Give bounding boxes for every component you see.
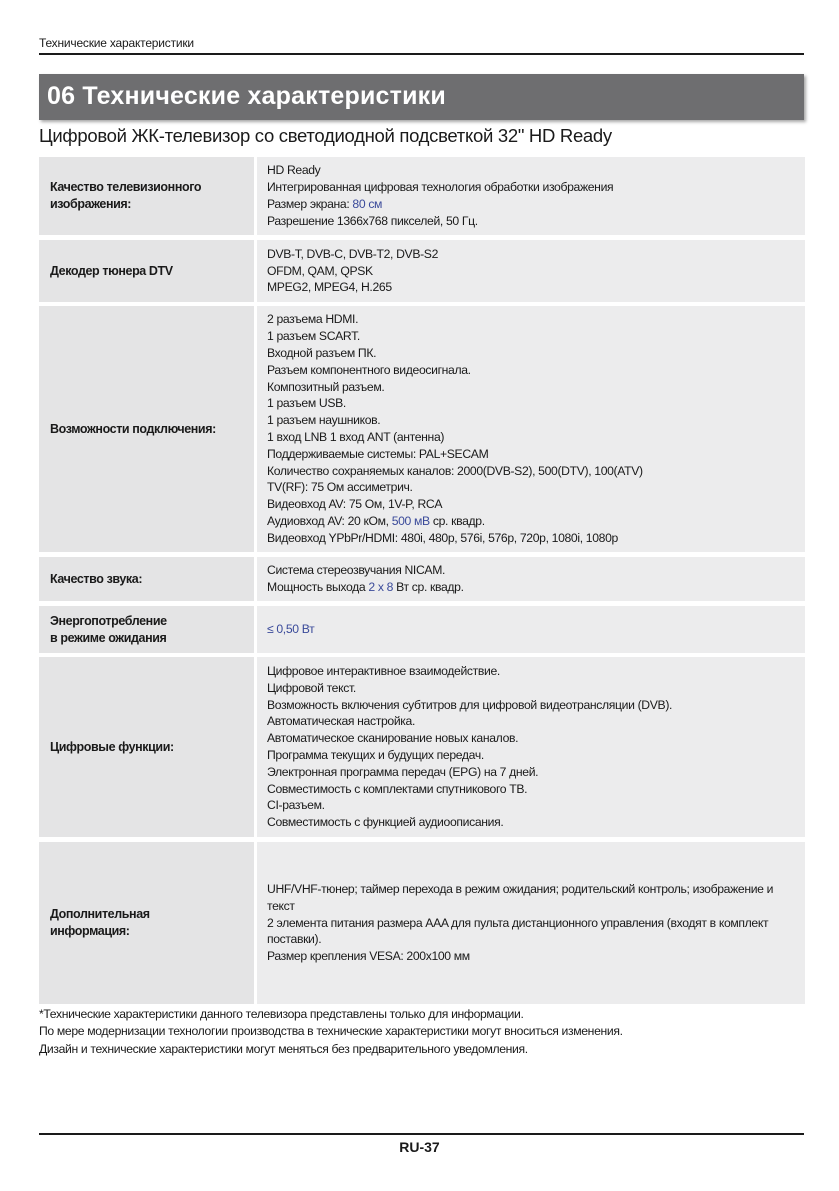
spec-value-line: Электронная программа передач (EPG) на 7 дней. (267, 764, 539, 779)
spec-value-cell (257, 557, 805, 601)
spec-value-line: Цифровое интерактивное взаимодействие. (267, 664, 500, 679)
product-subtitle: Цифровой ЖК-телевизор со светодиодной подсветкой 32" HD Ready (39, 125, 612, 146)
spec-row-picture-quality (39, 157, 805, 235)
spec-label: Возможности подключения: (50, 421, 216, 436)
spec-value-line: Автоматическая настройка. (267, 714, 415, 729)
spec-value-line: Видеовход AV: 75 Ом, 1V-P, RCA (267, 497, 443, 512)
spec-label-cell (39, 240, 254, 302)
spec-label-cell (39, 657, 254, 837)
spec-label: Декодер тюнера DTV (50, 263, 173, 278)
spec-value-line: Система стереозвучания NICAM. (267, 563, 446, 578)
spec-value-line: 1 разъем SCART. (267, 329, 360, 344)
spec-value-line: DVB-T, DVB-C, DVB-T2, DVB-S2 (267, 246, 439, 261)
spec-row-sound-quality (39, 557, 805, 601)
spec-value-cell (257, 606, 805, 653)
spec-value-lines (257, 311, 657, 546)
spec-value-lines (257, 621, 328, 638)
spec-row-digital-functions (39, 657, 805, 837)
spec-label: Цифровые функции: (50, 739, 174, 754)
spec-value-line: 2 элемента питания размера AAA для пульта дистанционного управления (входят в комплект поставки). (267, 915, 769, 947)
spec-value-line: Совместимость с функцией аудиоописания. (267, 815, 504, 830)
spec-value-cell (257, 842, 805, 1004)
spec-value-line: Возможность включения субтитров для цифровой видеотрансляции (DVB). (267, 697, 673, 712)
footnote-line: По мере модернизации технологии производства в технические характеристики могут вноситься изменения. (39, 1024, 623, 1039)
spec-value-line: Количество сохраняемых каналов: 2000(DVB-S2), 500(DTV), 100(ATV) (267, 463, 643, 478)
spec-value-text: Аудиовход AV: 20 кОм, (267, 513, 392, 528)
spec-value-line (267, 579, 464, 596)
spec-value-line: 2 разъема HDMI. (267, 312, 359, 327)
spec-value-line: Программа текущих и будущих передач. (267, 748, 484, 762)
spec-value-line: Интегрированная цифровая технология обработки изображения (267, 180, 614, 195)
spec-value-cell (257, 306, 805, 552)
spec-value-line: Совместимость с комплектами спутникового ТВ. (267, 781, 528, 796)
spec-value-line: Поддерживаемые системы: PAL+SECAM (267, 446, 489, 461)
spec-label-cell (39, 157, 254, 235)
spec-value-lines (257, 881, 805, 965)
highlighted-value: 80 см (352, 197, 383, 211)
spec-value-text: Мощность выхода (267, 580, 369, 594)
spec-value-lines (257, 663, 686, 831)
highlighted-value: 500 мВ (391, 513, 430, 528)
spec-value-line: Автоматическое сканирование новых каналов. (267, 731, 519, 746)
spec-value-lines (257, 246, 452, 296)
spec-label-cell (39, 842, 254, 1004)
spec-label-cell (39, 606, 254, 653)
spec-value-line (267, 513, 643, 530)
footer-divider (39, 1133, 804, 1135)
spec-label: Энергопотребление в режиме ожидания (50, 613, 167, 645)
footnote-line: *Технические характеристики данного телевизора представлены только для информации. (39, 1007, 524, 1021)
header-divider (39, 53, 804, 55)
spec-label-cell (39, 306, 254, 552)
page-number: RU-37 (399, 1139, 440, 1155)
spec-row-additional-info (39, 842, 805, 1004)
highlighted-value: ≤ 0,50 Вт (267, 622, 315, 637)
footnotes (39, 1006, 623, 1058)
spec-value-line: Цифровой текст. (267, 680, 356, 695)
spec-value-line: TV(RF): 75 Ом ассиметрич. (267, 480, 413, 495)
spec-value-line: 1 разъем USB. (267, 396, 346, 411)
spec-value-lines (257, 162, 627, 229)
footnote-line: Дизайн и технические характеристики могут меняться без предварительного уведомления. (39, 1041, 528, 1056)
spec-value-line: UHF/VHF-тюнер; таймер перехода в режим ожидания; родительский контроль; изображение и текст (267, 882, 774, 913)
spec-value-lines (257, 562, 478, 596)
spec-label: Качество звука: (50, 571, 143, 586)
spec-value-line: 1 разъем наушников. (267, 413, 381, 428)
spec-value-text: Размер экрана: (267, 197, 353, 211)
spec-row-standby-power (39, 606, 805, 653)
spec-row-connectivity (39, 306, 805, 552)
highlighted-value: 2 x 8 (368, 580, 394, 594)
spec-value-text: ср. квадр. (429, 513, 485, 528)
spec-value-line: Композитный разъем. (267, 379, 385, 394)
spec-label: Качество телевизионного изображения: (50, 180, 202, 211)
spec-value-cell (257, 157, 805, 235)
spec-value-cell (257, 657, 805, 837)
spec-value-line (267, 196, 613, 213)
spec-value-line: Размер крепления VESA: 200x100 мм (267, 949, 470, 964)
spec-label: Дополнительная информация: (50, 907, 150, 938)
spec-value-text: Вт ср. квадр. (393, 580, 464, 594)
spec-value-line: Видеовход YPbPr/HDMI: 480i, 480p, 576i, 576p, 720p, 1080i, 1080p (267, 530, 618, 545)
spec-value-line: Разъем компонентного видеосигнала. (267, 362, 471, 377)
spec-value-cell (257, 240, 805, 302)
spec-value-line: MPEG2, MPEG4, H.265 (267, 280, 392, 295)
spec-label-cell (39, 557, 254, 601)
spec-value-line: HD Ready (267, 163, 321, 178)
running-header: Технические характеристики (39, 36, 194, 50)
spec-value-line: OFDM, QAM, QPSK (267, 263, 373, 278)
spec-row-dtv-decoder (39, 240, 805, 302)
section-title: 06 Технические характеристики (47, 82, 446, 110)
section-title-bar (39, 74, 804, 120)
spec-value-line: CI-разъем. (267, 798, 325, 813)
spec-value-line (267, 621, 314, 638)
spec-value-line: Входной разъем ПК. (267, 346, 377, 361)
spec-value-line: Разрешение 1366x768 пикселей, 50 Гц. (267, 213, 478, 228)
spec-value-line: 1 вход LNB 1 вход ANT (антенна) (267, 430, 445, 444)
